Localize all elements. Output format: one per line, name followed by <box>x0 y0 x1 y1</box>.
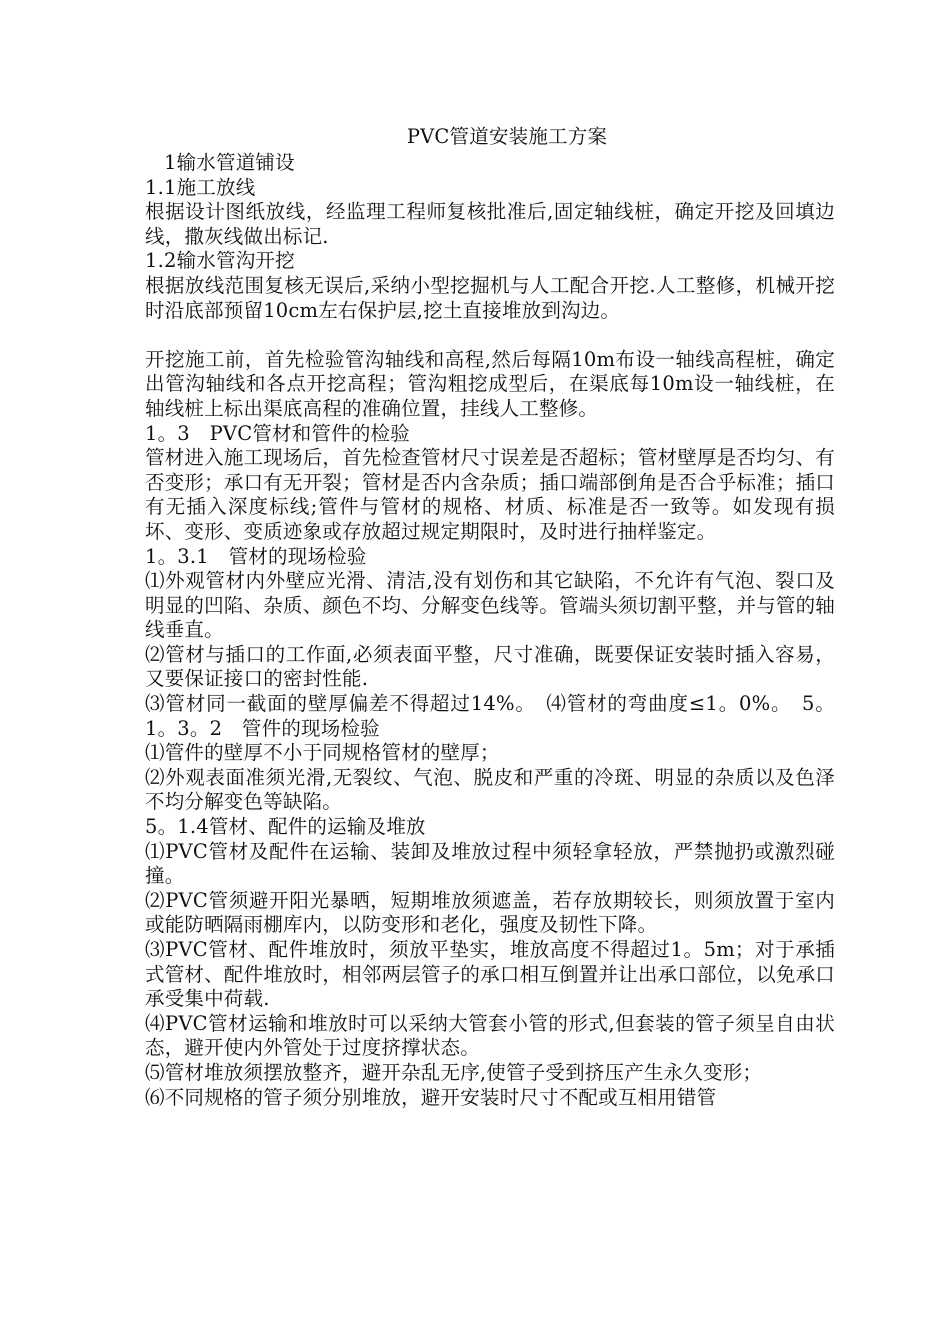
subsection-heading-1-3-1: 1。3.1 管材的现场检验 <box>145 544 367 568</box>
paragraph-fitting-appearance: ⑵外观表面准须光滑,无裂纹、气泡、脱皮和严重的冷斑、明显的杂质以及色泽不均分解变色等缺陷。 <box>145 765 835 814</box>
paragraph-sun-protection: ⑵PVC管须避开阳光暴晒，短期堆放须遮盖，若存放期较长，则须放置于室内或能防晒隔雨棚库内，以防变形和老化，强度及韧性下降。 <box>145 888 835 937</box>
paragraph-construction-layout: 根据设计图纸放线，经监理工程师复核批准后,固定轴线桩，确定开挖及回填边线，撒灰线做出标记. <box>145 200 835 248</box>
paragraph-trench-excavation: 根据放线范围复核无误后,采纳小型挖掘机与人工配合开挖.人工整修，机械开挖时沿底部预留10cm左右保护层,挖土直接堆放到沟边。 <box>145 273 835 322</box>
paragraph-orderly-stacking: ⑸管材堆放须摆放整齐，避开杂乱无序,使管子受到挤压产生永久变形； <box>145 1060 763 1084</box>
paragraph-pipe-thickness: ⑶管材同一截面的壁厚偏差不得超过14%。 ⑷管材的弯曲度≤1。0%。 5。1。3。2 管件的现场检验 <box>145 692 835 740</box>
subsection-heading-5-1-4: 5。1.4管材、配件的运输及堆放 <box>145 815 426 839</box>
document-content <box>145 122 835 1110</box>
subsection-heading-1-1: 1.1施工放线 <box>145 175 256 199</box>
paragraph-separate-sizes: ⑹不同规格的管子须分别堆放，避开安装时尺寸不配或互相用错管 <box>145 1085 717 1109</box>
paragraph-transport-handling: ⑴PVC管材及配件在运输、装卸及堆放过程中须轻拿轻放，严禁抛扔或激烈碰撞。 <box>145 839 835 888</box>
document-title: PVC管道安装施工方案 <box>406 125 608 148</box>
blank-line <box>145 323 835 348</box>
paragraph-material-inspection: 管材进入施工现场后，首先检查管材尺寸误差是否超标；管材壁厚是否均匀、有否变形；承口有无开裂；管材是否内含杂质；插口端部倒角是否合乎标准；插口有无插入深度标线;管件与管材的规格、材质、标准是否一致等。如发现有损坏、变形、变质迹象或存放超过规定期限时，及时进行抽样鉴定。 <box>145 446 835 543</box>
paragraph-pipe-appearance: ⑴外观管材内外壁应光滑、清洁,没有划伤和其它缺陷，不允许有气泡、裂口及明显的凹陷、杂质、颜色不均、分解变色线等。管端头须切割平整，并与管的轴线垂直。 <box>145 569 835 642</box>
paragraph-stacking-height: ⑶PVC管材、配件堆放时，须放平垫实，堆放高度不得超过1。5m；对于承插式管材、配件堆放时，相邻两层管子的承口相互倒置并让出承口部位，以免承口承受集中荷载. <box>145 938 835 1011</box>
section-heading-1: 1输水管道铺设 <box>164 151 295 174</box>
subsection-heading-1-2: 1.2输水管沟开挖 <box>145 249 295 273</box>
paragraph-excavation-preparation: 开挖施工前，首先检验管沟轴线和高程,然后每隔10m布设一轴线高程桩，确定出管沟轴线和各点开挖高程；管沟粗挖成型后，在渠底每10m设一轴线桩，在轴线桩上标出渠底高程的准确位置，挂线人工整修。 <box>145 347 835 420</box>
subsection-heading-1-3: 1。3 PVC管材和管件的检验 <box>145 421 410 445</box>
paragraph-pipe-socket: ⑵管材与插口的工作面,必须表面平整，尺寸准确，既要保证安装时插入容易，又要保证接口的密封性能. <box>145 642 835 691</box>
paragraph-nesting-pipes: ⑷PVC管材运输和堆放时可以采纳大管套小管的形式,但套装的管子须呈自由状态，避开使内外管处于过度挤撑状态。 <box>145 1011 835 1060</box>
paragraph-fitting-thickness: ⑴管件的壁厚不小于同规格管材的壁厚； <box>145 741 500 765</box>
